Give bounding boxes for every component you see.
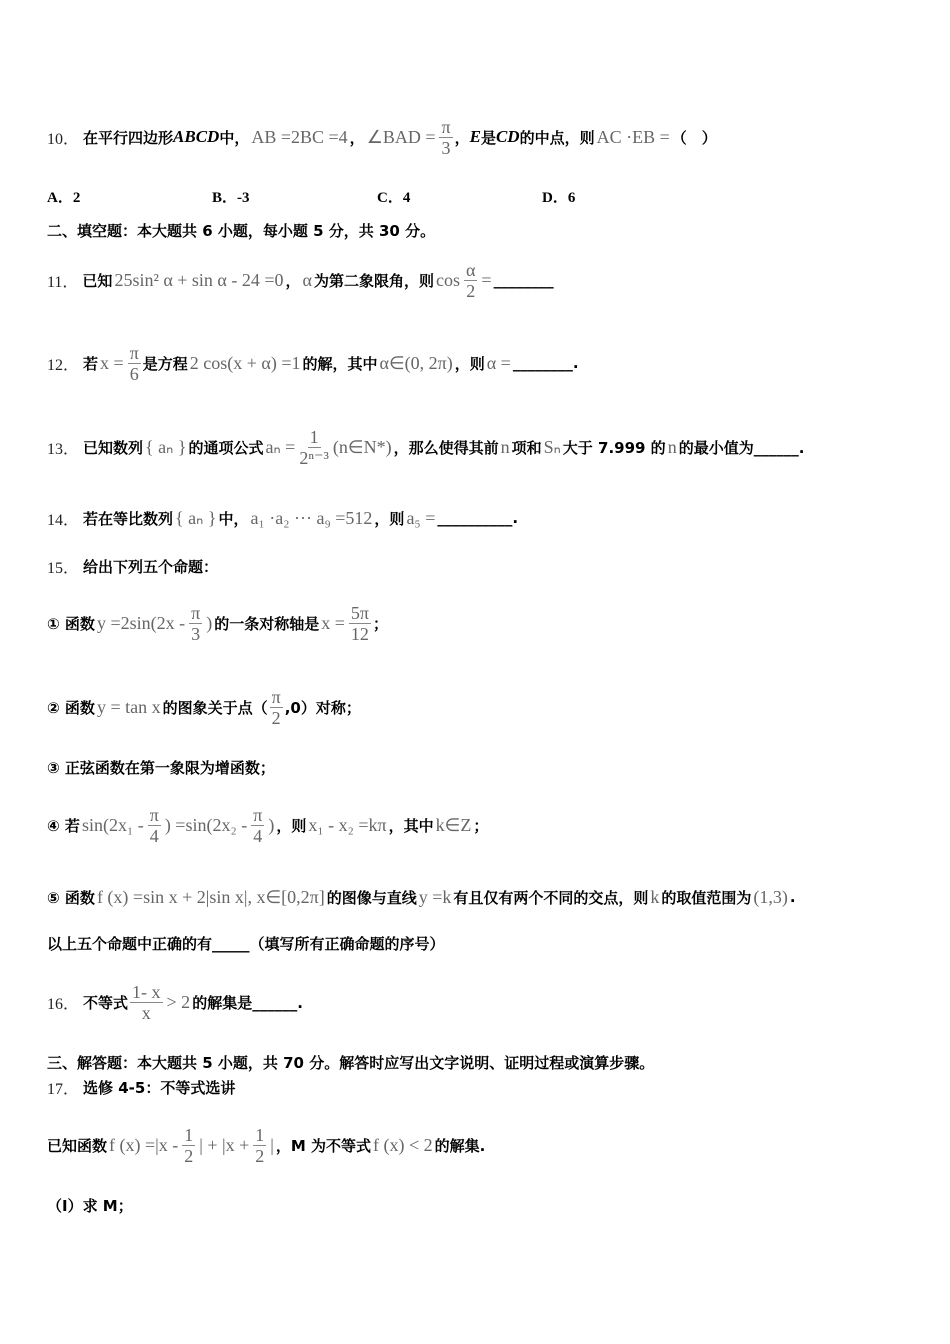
q15-4	[47, 795, 488, 855]
text: 在平行四边形	[83, 128, 174, 147]
question-number: 12．	[47, 356, 80, 374]
numerator: 1	[309, 426, 319, 447]
text: ，	[285, 271, 301, 290]
text: .	[789, 888, 796, 906]
fraction	[299, 427, 329, 468]
fraction	[182, 1125, 195, 1166]
text: ，其中	[388, 816, 434, 835]
math-expression: 2 cos(x + α) =1	[189, 352, 301, 373]
math-expression: )	[268, 814, 275, 835]
denominator: 3	[441, 137, 451, 158]
q17	[47, 1057, 235, 1117]
math-expression: n	[667, 436, 677, 457]
numerator: α	[465, 259, 476, 280]
math-expression: |	[270, 1134, 274, 1155]
denominator: 12	[350, 623, 369, 644]
text: 的图像与直线	[326, 888, 417, 907]
math-expression: y =2sin(2x -	[96, 612, 186, 633]
option-a: A．2	[47, 190, 81, 206]
text: 三、解答题：本大题共 5 小题，共 70 分。解答时应写出文字说明、证明过程或演算步骤。	[47, 1053, 655, 1072]
math-expression: ) =sin(2x₂ -	[164, 814, 248, 835]
text: 大于 7.999 的	[562, 438, 666, 457]
denominator: 2	[255, 1145, 265, 1166]
text: 的解集.	[434, 1136, 486, 1155]
denominator: 2	[271, 707, 281, 728]
fraction	[128, 343, 141, 384]
text: ,0）对称；	[284, 698, 361, 717]
math-expression: Sₙ	[543, 436, 561, 457]
text: 给出下列五个命题：	[83, 557, 219, 576]
q17-1	[47, 1175, 133, 1235]
math-expression: | + |x +	[199, 1134, 250, 1155]
text: 的解集是______.	[192, 993, 303, 1012]
numerator: 1- x	[132, 981, 161, 1002]
math-expression: { aₙ }	[175, 507, 217, 528]
q17-stem	[47, 1115, 485, 1175]
numerator: π	[129, 342, 139, 363]
fraction	[148, 805, 161, 846]
math-expression: a₁ ·a₂ ··· a₉ =512	[250, 507, 373, 528]
question-number: 14．	[47, 511, 80, 529]
text: 若在等比数列	[83, 509, 174, 528]
text: 是	[480, 128, 496, 147]
denominator: 3	[191, 623, 201, 644]
numerator: 1	[184, 1124, 194, 1145]
text: 已知	[82, 271, 113, 290]
math-expression: x =	[321, 612, 345, 633]
q16	[47, 972, 303, 1032]
text: ，M 为不等式	[275, 1136, 372, 1155]
text: 的一条对称轴是	[214, 614, 320, 633]
text: （Ⅰ）求 M；	[47, 1196, 133, 1215]
question-number: 10．	[47, 130, 80, 148]
numerator: 5π	[350, 602, 369, 623]
math-expression: AB =2BC =4	[251, 126, 348, 147]
math-expression: y = tan x	[96, 696, 161, 717]
math-expression: sin(2x₁ -	[81, 814, 144, 835]
text: 选修 4-5：不等式选讲	[83, 1078, 236, 1097]
text: ，	[349, 128, 365, 147]
text: ，则	[454, 354, 485, 373]
fraction	[439, 117, 452, 158]
text: ，则	[276, 816, 307, 835]
q10	[47, 107, 717, 167]
fraction	[464, 260, 477, 301]
text: ② 函数	[47, 698, 95, 717]
math-expression: 25sin² α + sin α - 24 =0	[114, 269, 284, 290]
math-expression: k	[650, 886, 660, 907]
math-expression: =	[481, 269, 492, 290]
math-expression: α∈(0, 2π)	[379, 352, 453, 373]
math-expression: f (x) < 2	[373, 1134, 433, 1155]
denominator: 2ⁿ⁻³	[299, 447, 329, 468]
text: ，	[454, 128, 470, 147]
text: 有且仅有两个不同的交点，则	[453, 888, 649, 907]
q15-2	[47, 677, 361, 737]
denominator: 6	[129, 363, 139, 384]
text: 是方程	[142, 354, 188, 373]
question-number: 13．	[47, 440, 80, 458]
text: 已知数列	[83, 438, 144, 457]
fraction	[270, 687, 283, 728]
fraction	[189, 603, 202, 644]
text: ；	[372, 614, 388, 633]
fraction	[130, 982, 163, 1023]
math-expression: n	[500, 436, 510, 457]
q15-3	[47, 737, 275, 797]
text: 的中点，则	[519, 128, 595, 147]
denominator: 4	[253, 825, 263, 846]
math-expression: α	[302, 269, 312, 290]
text: ABCD	[173, 127, 220, 146]
text: 的最小值为______.	[678, 438, 805, 457]
option-d: D．6	[542, 190, 576, 206]
numerator: π	[149, 804, 159, 825]
text: 已知函数	[47, 1136, 108, 1155]
text: 的通项公式	[188, 438, 264, 457]
math-expression: α =	[486, 352, 511, 373]
text: ④ 若	[47, 816, 80, 835]
math-expression: f (x) =|x -	[109, 1134, 179, 1155]
text: 不等式	[83, 993, 129, 1012]
text: 二、填空题：本大题共 6 小题，每小题 5 分，共 30 分。	[47, 221, 436, 240]
text: ① 函数	[47, 614, 95, 633]
math-expression: cos	[435, 269, 460, 290]
math-expression: x =	[100, 352, 124, 373]
text: ________.	[512, 354, 579, 372]
q13	[47, 417, 804, 477]
text: ________	[493, 271, 554, 289]
numerator: π	[191, 602, 201, 623]
math-expression: k∈Z	[435, 814, 472, 835]
option-b: B．-3	[212, 190, 250, 206]
math-expression: )	[206, 612, 213, 633]
text: 中，	[219, 128, 250, 147]
q11	[47, 250, 554, 310]
math-expression: AC ·EB =	[596, 126, 670, 147]
text: 的取值范围为	[661, 888, 752, 907]
text: ，则	[374, 509, 405, 528]
numerator: π	[253, 804, 263, 825]
text: 的解，其中	[302, 354, 378, 373]
math-expression: y =k	[418, 886, 452, 907]
math-expression: { aₙ }	[145, 436, 187, 457]
fraction	[251, 805, 264, 846]
math-expression: aₙ =	[265, 436, 296, 457]
question-number: 16．	[47, 995, 80, 1013]
text: 为第二象限角，则	[313, 271, 434, 290]
fraction	[349, 603, 371, 644]
denominator: 2	[466, 280, 476, 301]
math-expression: a₅ =	[406, 507, 436, 528]
denominator: 4	[149, 825, 159, 846]
text: 以上五个命题中正确的有_____（填写所有正确命题的序号）	[47, 934, 445, 953]
numerator: π	[271, 686, 281, 707]
text: ，那么使得其前	[393, 438, 499, 457]
text: __________.	[437, 509, 519, 527]
math-expression: x₁ - x₂ =kπ	[308, 814, 387, 835]
text: ⑤ 函数	[47, 888, 95, 907]
text: （ ）	[671, 128, 717, 147]
q15-ask	[47, 913, 445, 973]
text: 项和	[511, 438, 542, 457]
text: ；	[473, 816, 489, 835]
q12	[47, 333, 579, 393]
text: E	[469, 127, 481, 146]
option-c: C．4	[377, 190, 411, 206]
question-number: 15．	[47, 559, 80, 577]
question-number: 17．	[47, 1080, 80, 1098]
denominator: x	[141, 1002, 151, 1023]
text: CD	[495, 127, 520, 146]
text: ③ 正弦函数在第一象限为增函数；	[47, 758, 275, 777]
text: 若	[83, 354, 99, 373]
math-expression: > 2	[166, 991, 191, 1012]
question-number: 11．	[47, 273, 79, 291]
denominator: 2	[184, 1145, 194, 1166]
numerator: 1	[255, 1124, 265, 1145]
q15-1	[47, 593, 388, 653]
numerator: π	[441, 116, 451, 137]
q15	[47, 536, 218, 596]
math-expression: f (x) =sin x + 2|sin x|, x∈[0,2π]	[96, 886, 325, 907]
fraction	[253, 1125, 266, 1166]
math-expression: (1,3)	[753, 886, 788, 907]
math-expression: ∠BAD =	[366, 126, 436, 147]
text: 中，	[218, 509, 249, 528]
text: 的图象关于点（	[162, 698, 268, 717]
math-expression: (n∈N*)	[332, 436, 392, 457]
